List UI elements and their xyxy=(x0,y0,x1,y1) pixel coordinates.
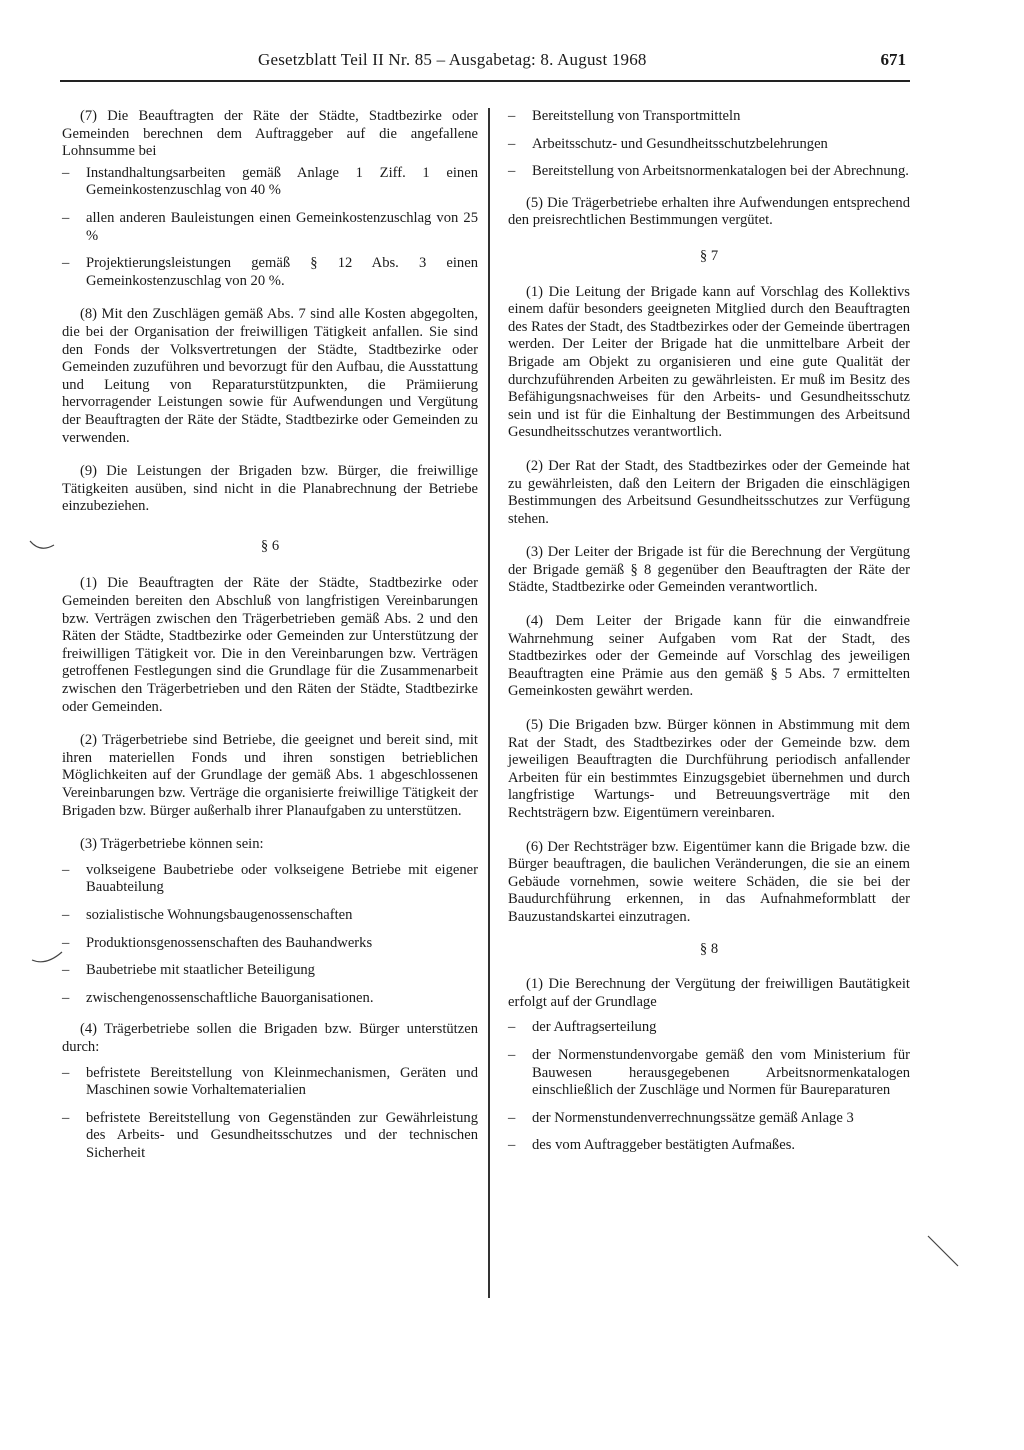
list-item: – befristete Bereitstellung von Gegenständen zur Gewährleistung des Arbeits- und Gesundheitsschutzes und der technischen Sicherheit xyxy=(62,1110,478,1163)
paragraph-7-3: (3) Der Leiter der Brigade ist für die Berechnung der Vergütung der Brigade gemäß § 8 gegenüber den Beauftragten der Räte der Städte, Stadtbezirke oder Gemeinden verantwortlich. xyxy=(508,544,910,596)
paragraph-7-4: (4) Dem Leiter der Brigade kann für die einwandfreie Wahrnehmung seiner Aufgaben vom Rat der Stadt, des Stadtbezirkes oder der Gemeinde auf Vorschlag des jeweiligen Beauftragten eine Prämie aus den gemäß § 5 Abs. 7 ermittelten Gemeinkosten gewährt werden. xyxy=(508,613,910,700)
margin-mark-left-2 xyxy=(28,930,66,970)
section-heading-7: § 7 xyxy=(699,247,719,264)
list-item: – volkseigene Baubetriebe oder volkseigene Betriebe mit eigener Bauabteilung xyxy=(62,862,478,897)
page-number: 671 xyxy=(880,50,906,69)
paragraph-6-3: (3) Trägerbetriebe können sein: xyxy=(80,836,264,853)
paragraph-7-5: (5) Die Brigaden bzw. Bürger können in Abstimmung mit dem Rat der Stadt, des Stadtbezirkes oder der Gemeinde bzw. dem jeweiligen Beauftragten die Durchführung periodisch anfallender Arbeiten für ein bestimmtes Einzugsgebiet übernehmen und durch langfristige Wartungs- und Betreuungsverträge mit den Rechtsträgern bzw. Eigentümern vereinbaren. xyxy=(508,717,910,821)
margin-mark-right xyxy=(924,1232,964,1272)
section-heading-8: § 8 xyxy=(699,940,719,957)
list-item: – Instandhaltungsarbeiten gemäß Anlage 1 Ziff. 1 einen Gemeinkostenzuschlag von 40 % xyxy=(62,165,478,200)
paragraph-6-5: (5) Die Trägerbetriebe erhalten ihre Aufwendungen entsprechend den preisrechtlichen Bestimmungen vergütet. xyxy=(508,194,910,229)
paragraph-8-1: (1) Die Berechnung der Vergütung der freiwilligen Bautätigkeit erfolgt auf der Grundlage xyxy=(508,976,910,1010)
paragraph-7-1: (1) Die Leitung der Brigade kann auf Vorschlag des Kollektivs einem dafür besonders geeigneten Mitglied durch den Beauftragten des Rates der Stadt, des Stadtbezirkes oder der Gemeinde übertragen werden. Der Leiter der Brigade hat die unmittelbare Arbeit der Brigade am Objekt zu organisieren und eine gute Qualität der durchzuführenden Arbeiten zu gewährleisten. Er muß im Besitz des Befähigungsnachweises für den Arbeits- und Gesundheitsschutz sein und ist für die Einhaltung der Bestimmungen des Arbeitsund Gesundheitsschutzes verantwortlich. xyxy=(508,283,910,441)
paragraph-6-4: (4) Trägerbetriebe sollen die Brigaden bzw. Bürger unterstützen durch: xyxy=(62,1021,478,1055)
left-column xyxy=(62,108,478,1163)
paragraph-5-9: (9) Die Leistungen der Brigaden bzw. Bürger, die freiwillige Tätigkeiten ausüben, sind nicht in die Planabrechnung der Betriebe einzubeziehen. xyxy=(62,463,478,515)
paragraph-6-1: (1) Die Beauftragten der Räte der Städte, Stadtbezirke oder Gemeinden bereiten den Abschluß von langfristigen Vereinbarungen bzw. Verträgen zwischen den Trägerbetrieben gemäß Abs. 2 und den Räten der Städte, Stadtbezirke oder Gemeinden zur Unterstützung der freiwilligen Tätigkeit vor. Die in den Vereinbarungen bzw. Verträgen getroffenen Festlegungen sind die Grundlage für die Zusammenarbeit zwischen den Trägerbetrieben und den Räten der Städte, Stadtbezirke oder Gemeinden. xyxy=(62,575,478,715)
list-item: – Produktionsgenossenschaften des Bauhandwerks xyxy=(62,935,478,953)
list-item: – Baubetriebe mit staatlicher Beteiligung xyxy=(62,962,478,980)
column-divider xyxy=(488,108,490,1298)
list-item: – zwischengenossenschaftliche Bauorganisationen. xyxy=(62,990,478,1008)
list-item: – des vom Auftraggeber bestätigten Aufmaßes. xyxy=(508,1137,910,1155)
list-item: – allen anderen Bauleistungen einen Gemeinkostenzuschlag von 25 % xyxy=(62,210,478,245)
list-item: – Arbeitsschutz- und Gesundheitsschutzbelehrungen xyxy=(508,136,910,154)
margin-mark-left xyxy=(28,525,58,575)
paragraph-7-2: (2) Der Rat der Stadt, des Stadtbezirkes oder der Gemeinde hat zu gewährleisten, daß den Leitern der Brigaden die einschlägigen Bestimmungen des Arbeitsund Gesundheitsschutzes zur Verfügung stehen. xyxy=(508,457,910,527)
paragraph-6-2: (2) Trägerbetriebe sind Betriebe, die geeignet und bereit sind, mit ihren materiellen Fonds und ihren sonstigen betrieblichen Möglichkeiten auf der Grundlage der gemäß Abs. 1 abgeschlossenen Vereinbarungen bzw. Verträge die organisierte freiwillige Tätigkeit der Brigaden bzw. Bürger außerhalb ihrer Planaufgaben zu unterstützen. xyxy=(62,732,478,819)
header-title: Gesetzblatt Teil II Nr. 85 – Ausgabetag: 8. August 1968 xyxy=(258,50,647,69)
list-item: – der Normenstundenverrechnungssätze gemäß Anlage 3 xyxy=(508,1110,910,1128)
list-item: – der Auftragserteilung xyxy=(508,1019,910,1037)
paragraph-7-6: (6) Der Rechtsträger bzw. Eigentümer kann die Brigade bzw. die Bürger beauftragen, die baulichen Veränderungen, die sie an einem Gebäude vornehmen, sowie weitere Schäden, die sie bei der Baudurchführung erkennen, in das Aufnahmeformblatt der Bauzustandskartei einzutragen. xyxy=(508,838,910,925)
list-item: – der Normenstundenvorgabe gemäß den vom Ministerium für Bauwesen herausgegebenen Arbeitsnormenkatalogen einschließlich der Zuschläge und Normen für Baureparaturen xyxy=(508,1047,910,1100)
page-header xyxy=(60,50,910,82)
list-item: – sozialistische Wohnungsbaugenossenschaften xyxy=(62,907,478,925)
list-item: – Bereitstellung von Transportmitteln xyxy=(508,108,910,126)
section-heading-6: § 6 xyxy=(260,537,280,554)
list-item: – Bereitstellung von Arbeitsnormenkatalogen bei der Abrechnung. xyxy=(508,163,910,181)
paragraph-5-7: (7) Die Beauftragten der Räte der Städte, Stadtbezirke oder Gemeinden berechnen dem Auftraggeber auf die angefallene Lohnsumme bei xyxy=(62,108,478,160)
paragraph-5-8: (8) Mit den Zuschlägen gemäß Abs. 7 sind alle Kosten abgegolten, die bei der Organisation der freiwilligen Tätigkeit anfallen. Sie sind den Fonds der Volksvertretungen der Städte, Stadtbezirke oder Gemeinden zuzuführen und bevorzugt für den Aufbau, die Ausstattung und Leitung von Reparaturstützpunkten, die Prämiierung hervorragender Leistungen sowie für Aufwendungen und Vergütung der Beauftragten der Räte der Städte, Stadtbezirke oder Gemeinden zu verwenden. xyxy=(62,306,478,446)
list-item: – Projektierungsleistungen gemäß § 12 Abs. 3 einen Gemeinkostenzuschlag von 20 %. xyxy=(62,255,478,290)
list-item: – befristete Bereitstellung von Kleinmechanismen, Geräten und Maschinen sowie Vorhaltematerialien xyxy=(62,1065,478,1100)
right-column xyxy=(508,108,910,1155)
